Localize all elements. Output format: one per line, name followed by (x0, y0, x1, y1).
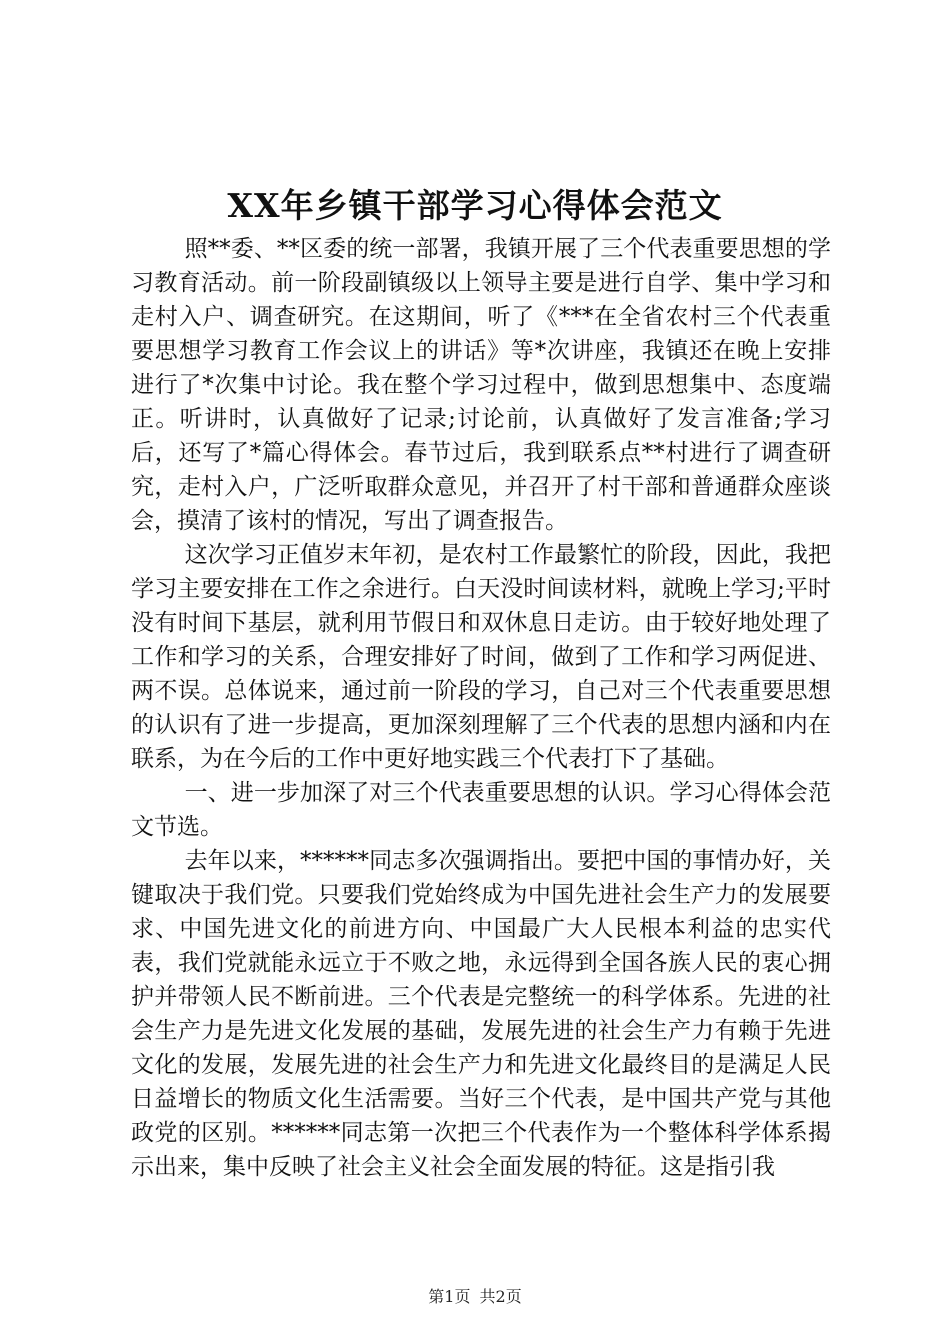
paragraph-1: 照**委、**区委的统一部署，我镇开展了三个代表重要思想的学习教育活动。前一阶段副镇级以上领导主要是进行自学、集中学习和走村入户、调查研究。在这期间，听了《***在全省农村三个代表重要思想学习教育工作会议上的讲话》等*次讲座，我镇还在晚上安排进行了*次集中讨论。我在整个学习过程中，做到思想集中、态度端正。听讲时，认真做好了记录;讨论前，认真做好了发言准备;学习后，还写了*篇心得体会。春节过后，我到联系点**村进行了调查研究，走村入户，广泛听取群众意见，并召开了村干部和普通群众座谈会，摸清了该村的情况，写出了调查报告。 (131, 236, 831, 534)
document-title: XX年乡镇干部学习心得体会范文 (227, 186, 723, 225)
document-body (131, 232, 831, 1184)
paragraph-4: 去年以来，******同志多次强调指出。要把中国的事情办好，关键取决于我们党。只要我们党始终成为中国先进社会生产力的发展要求、中国先进文化的前进方向、中国最广大人民根本利益的忠实代表，我们党就能永远立于不败之地，永远得到全国各族人民的衷心拥护并带领人民不断前进。三个代表是完整统一的科学体系。先进的社会生产力是先进文化发展的基础，发展先进的社会生产力有赖于先进文化的发展，发展先进的社会生产力和先进文化最终目的是满足人民日益增长的物质文化生活需要。当好三个代表，是中国共产党与其他政党的区别。******同志第一次把三个代表作为一个整体科学体系揭示出来，集中反映了社会主义社会全面发展的特征。这是指引我 (131, 848, 831, 1180)
page-number: 第1页 (428, 1287, 471, 1306)
page-total: 共2页 (479, 1287, 522, 1306)
paragraph-2: 这次学习正值岁末年初，是农村工作最繁忙的阶段，因此，我把学习主要安排在工作之余进行。白天没时间读材料，就晚上学习;平时没有时间下基层，就利用节假日和双休息日走访。由于较好地处理了工作和学习的关系，合理安排好了时间，做到了工作和学习两促进、两不误。总体说来，通过前一阶段的学习，自己对三个代表重要思想的认识有了进一步提高，更加深刻理解了三个代表的思想内涵和内在联系，为在今后的工作中更好地实践三个代表打下了基础。 (131, 542, 831, 772)
page-footer (0, 1286, 950, 1308)
paragraph-3: 一、进一步加深了对三个代表重要思想的认识。学习心得体会范文节选。 (131, 780, 831, 840)
